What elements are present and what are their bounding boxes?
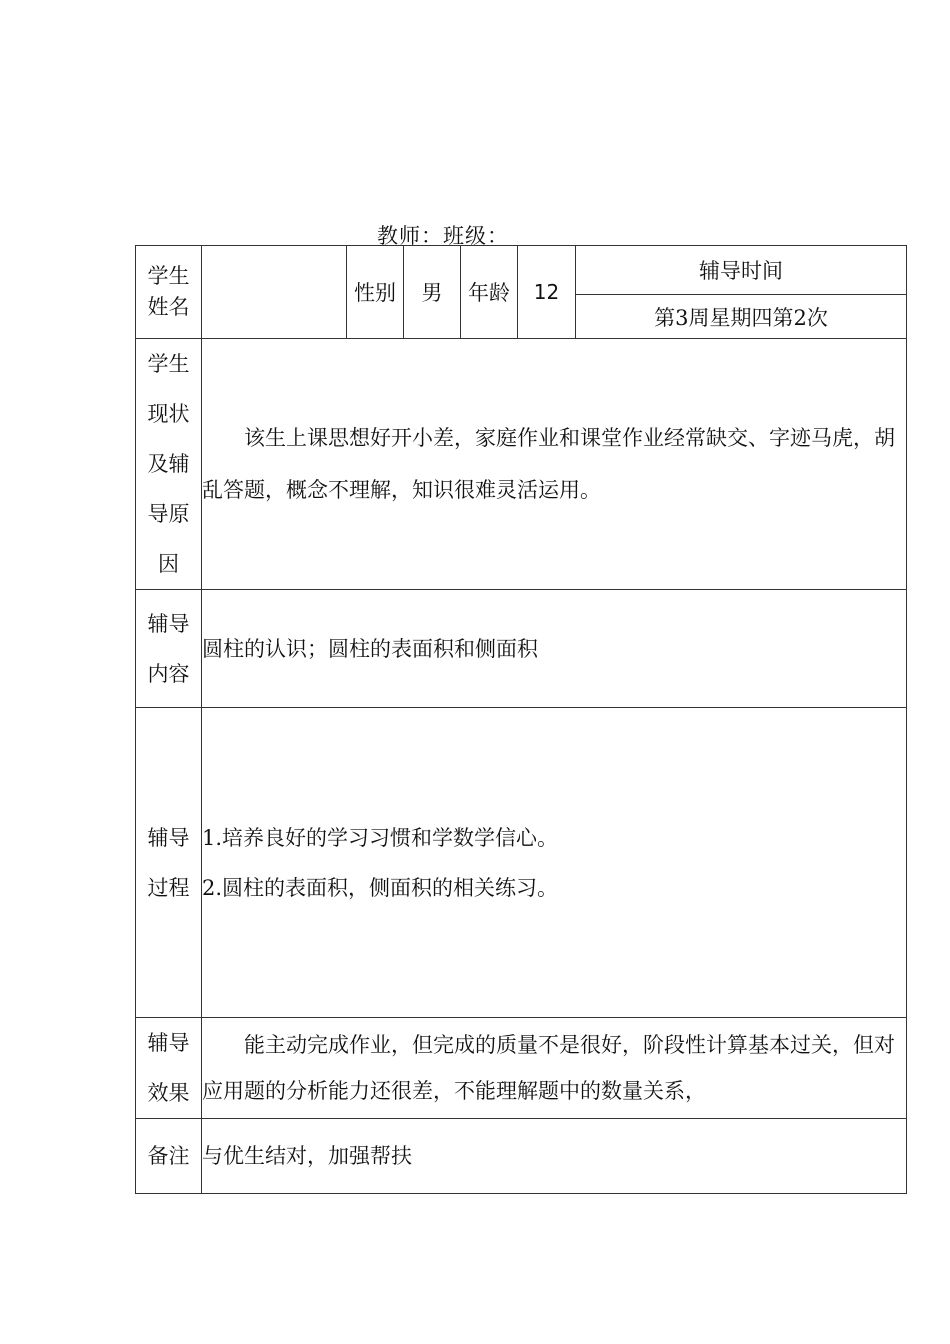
effect-row	[136, 1018, 907, 1119]
content-label-line: 辅导	[147, 611, 190, 636]
age-label-cell: 年龄	[461, 246, 518, 339]
age-value-cell: 12	[518, 246, 576, 339]
content-label-line: 内容	[147, 661, 190, 686]
status-label-line: 学生	[147, 352, 190, 376]
process-step: 2.圆柱的表面积，侧面积的相关练习。	[202, 875, 559, 900]
process-label-cell	[136, 708, 202, 1018]
student-name-label-line1: 学生	[147, 264, 190, 288]
student-name-value-cell[interactable]	[202, 246, 347, 339]
tutoring-record-table	[135, 245, 907, 1194]
tutoring-time-label-cell: 辅导时间	[576, 246, 907, 295]
student-name-label-line2: 姓名	[147, 295, 190, 319]
content-row	[136, 590, 907, 708]
teacher-label: 教师：	[377, 224, 443, 248]
effect-label-cell	[136, 1018, 202, 1119]
effect-label-line: 效果	[147, 1081, 190, 1105]
process-steps-cell	[202, 708, 907, 1018]
status-text-cell: 该生上课思想好开小差，家庭作业和课堂作业经常缺交、字迹马虎，胡乱答题，概念不理解，知识很难灵活运用。	[202, 339, 907, 590]
status-label-line: 及辅	[147, 452, 190, 476]
status-label-line: 现状	[147, 402, 190, 426]
content-label-cell	[136, 590, 202, 708]
status-label-line: 因	[158, 552, 179, 576]
gender-value-cell: 男	[404, 246, 461, 339]
tutoring-time-value-cell: 第3周星期四第2次	[576, 295, 907, 339]
process-label-line: 辅导	[147, 825, 190, 850]
student-name-label-cell	[136, 246, 202, 339]
status-row	[136, 339, 907, 590]
remarks-label-cell: 备注	[136, 1119, 202, 1194]
info-row-top	[136, 246, 907, 295]
process-row	[136, 708, 907, 1018]
class-label: 班级：	[443, 224, 509, 248]
process-step: 1.培养良好的学习习惯和学数学信心。	[202, 825, 559, 850]
gender-label-cell: 性别	[347, 246, 404, 339]
process-label-line: 过程	[147, 875, 190, 900]
remarks-text-cell: 与优生结对，加强帮扶	[202, 1119, 907, 1194]
remarks-row	[136, 1119, 907, 1194]
effect-text-cell: 能主动完成作业，但完成的质量不是很好，阶段性计算基本过关，但对应用题的分析能力还很差，不能理解题中的数量关系，	[202, 1018, 907, 1119]
status-label-line: 导原	[147, 502, 190, 526]
content-text-cell: 圆柱的认识；圆柱的表面积和侧面积	[202, 590, 907, 708]
effect-label-line: 辅导	[147, 1031, 190, 1055]
status-label-cell	[136, 339, 202, 590]
